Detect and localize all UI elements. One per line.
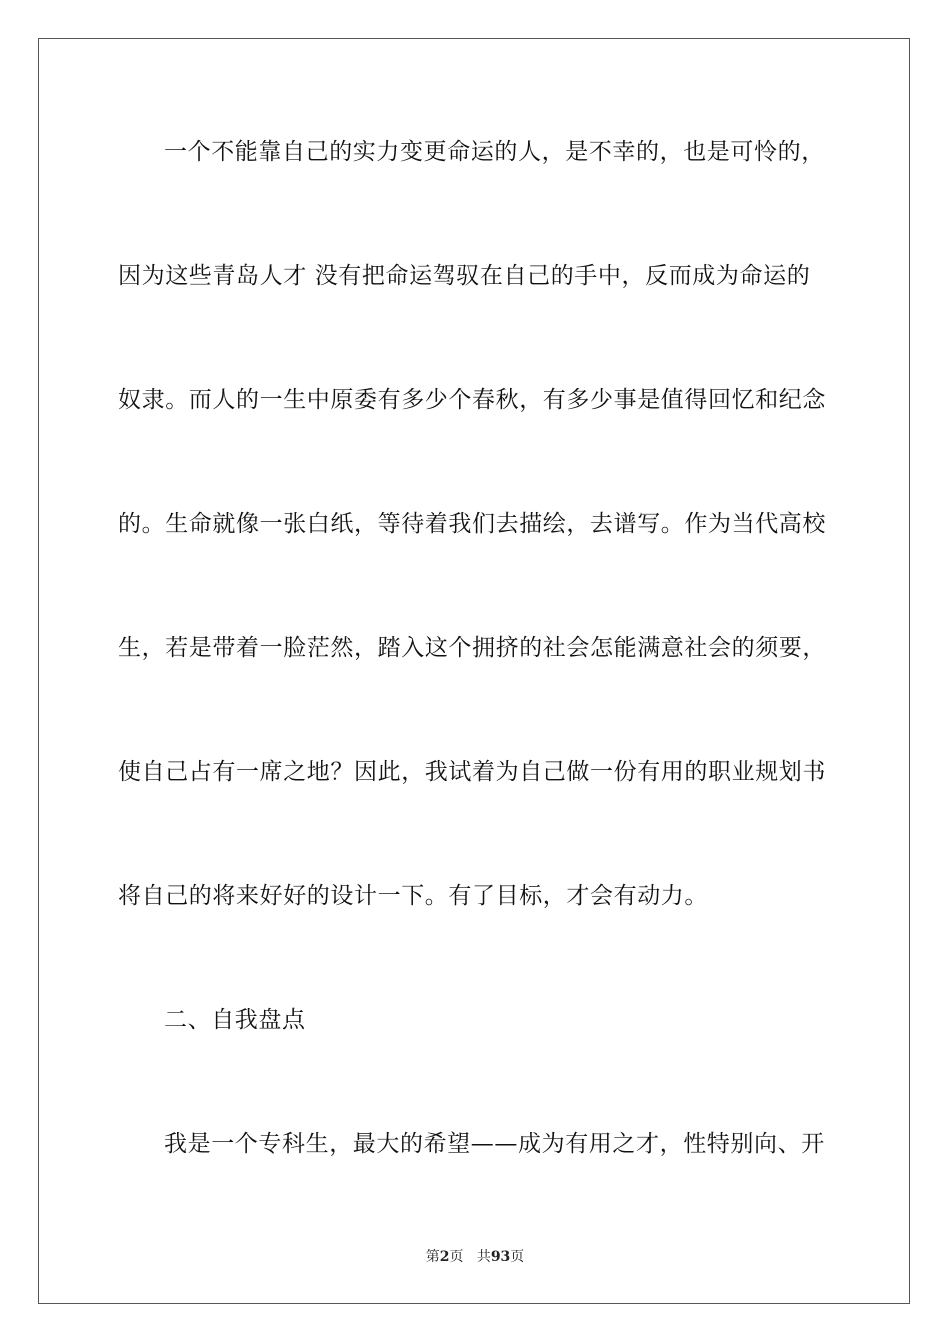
paragraph-1-line-3: 奴隶。而人的一生中原委有多少个春秋，有多少事是值得回忆和纪念 [118, 387, 826, 413]
paragraph-2-line-1: 我是一个专科生，最大的希望——成为有用之才，性特别向、开 [164, 1131, 825, 1157]
footer-page-number: 2 [439, 1249, 450, 1265]
footer-page-suffix: 页 [449, 1249, 464, 1265]
paragraph-1-line-7: 将自己的将来好好的设计一下。有了目标，才会有动力。 [118, 883, 708, 909]
paragraph-1-line-2: 因为这些青岛人才 没有把命运驾驭在自己的手中，反而成为命运的 [118, 263, 811, 289]
section-heading: 二、自我盘点 [164, 1007, 306, 1033]
paragraph-1-line-1: 一个不能靠自己的实力变更命运的人，是不幸的，也是可怜的， [164, 139, 825, 165]
paragraph-1-line-5: 生，若是带着一脸茫然，踏入这个拥挤的社会怎能满意社会的须要， [118, 635, 826, 661]
footer-total-pages: 93 [490, 1249, 511, 1265]
footer-total-prefix: 共 [476, 1249, 491, 1265]
paragraph-1-line-6: 使自己占有一席之地？因此，我试着为自己做一份有用的职业规划书 [118, 759, 826, 785]
footer-prefix: 第 [425, 1249, 440, 1265]
paragraph-1-line-4: 的。生命就像一张白纸，等待着我们去描绘，去谱写。作为当代高校 [118, 511, 826, 537]
footer-total-suffix: 页 [510, 1249, 525, 1265]
page-footer [0, 1248, 950, 1266]
page-border [38, 38, 910, 1304]
